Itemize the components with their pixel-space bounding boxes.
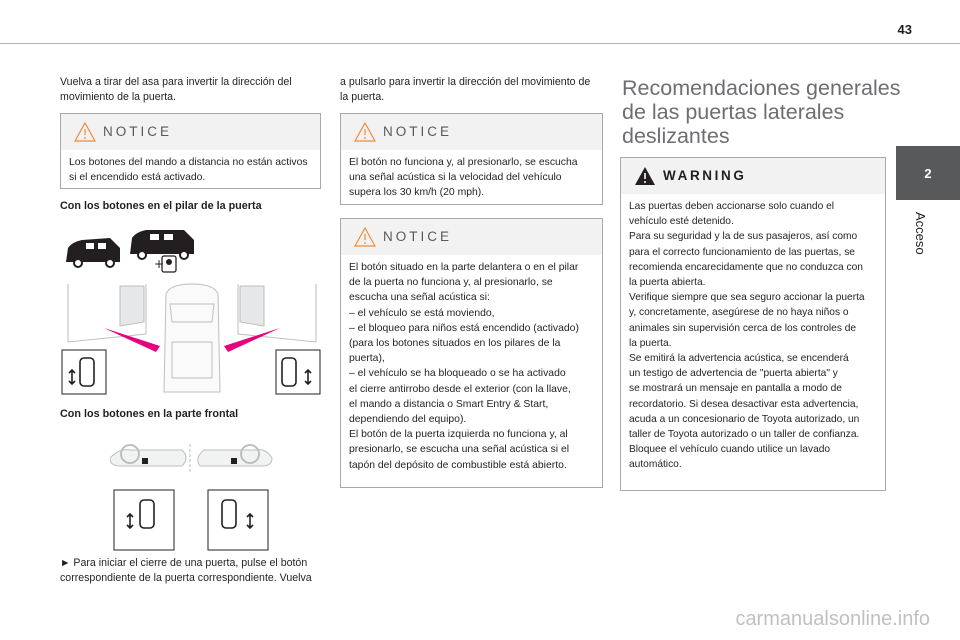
caution-triangle-icon xyxy=(354,227,376,247)
text-line: si el encendido está activado. xyxy=(69,172,206,184)
text-line: de la puerta no funciona y, al presionarlo, se xyxy=(349,277,553,289)
notice-header xyxy=(341,219,602,255)
text-line: la puerta. xyxy=(340,91,385,104)
text-line: el cierre antirrobo desde el exterior (con la llave, xyxy=(349,383,571,395)
text-line: – el bloqueo para niños está encendido (activado) xyxy=(349,322,579,334)
van-topview-doors-icon xyxy=(60,282,322,400)
text-line: Para su seguridad y la de sus pasajeros, así como xyxy=(629,231,858,243)
notice-title: NOTICE xyxy=(383,229,453,244)
text-line: Bloquee el vehículo cuando utilice un lavado xyxy=(629,444,831,456)
text-line: acuda a un concesionario de Toyota autorizado, un xyxy=(629,413,860,425)
text-line: automático. xyxy=(629,459,682,471)
text-line: presionarlo, se escucha una señal acústica si el xyxy=(349,444,570,456)
notice-header xyxy=(61,114,320,150)
text-line: se mostrará un mensaje en pantalla a modo de xyxy=(629,383,842,395)
title-line: de las puertas laterales xyxy=(622,100,845,124)
text-line: animales sin supervisión cerca de los controles de xyxy=(629,322,857,334)
text-line: para el correcto funcionamiento de las puertas, se xyxy=(629,246,855,258)
text-line: ► Para iniciar el cierre de una puerta, pulse el botón xyxy=(60,557,308,569)
text-line: (para los botones situados en los pilares de la xyxy=(349,338,561,350)
title-line: deslizantes xyxy=(622,124,730,148)
text-line: dependiendo del equipo). xyxy=(349,414,467,426)
notice-title: NOTICE xyxy=(383,124,453,139)
text-line: puerta), xyxy=(349,353,385,365)
text-line: correspondiente de la puerta correspondiente. Vuelva xyxy=(60,572,312,585)
notice-body xyxy=(341,255,602,481)
chapter-label: Acceso xyxy=(913,212,928,255)
section-title xyxy=(622,76,901,148)
text-line: supera los 30 km/h (20 mph). xyxy=(349,187,485,199)
caution-triangle-icon xyxy=(354,122,376,142)
text-line: recordatorio. Si desea desactivar esta advertencia, xyxy=(629,398,859,410)
text-line: El botón de la puerta izquierda no funciona y, al xyxy=(349,429,568,441)
text-line: tapón del depósito de combustible está abierto. xyxy=(349,459,567,471)
vans-illustration xyxy=(62,226,202,276)
text-line: Verifique siempre que sea seguro accionar la puerta xyxy=(629,292,865,304)
text-line: y, concretamente, asegúrese de no haya niños o xyxy=(629,307,849,319)
warning-box xyxy=(620,157,886,491)
warning-body xyxy=(621,194,885,481)
text-line: a pulsarlo para invertir la dirección del movimiento de xyxy=(340,76,591,88)
dashboard-buttons-icon xyxy=(110,438,276,554)
notice-box-remote xyxy=(60,113,321,189)
text-line: – el vehículo se está moviendo, xyxy=(349,307,495,319)
text-line: un testigo de advertencia de "puerta abierta" y xyxy=(629,368,838,380)
text-line: – el vehículo se ha bloqueado o se ha activado xyxy=(349,368,566,380)
col1-bottom-text xyxy=(60,556,322,587)
text-line: El botón no funciona y, al presionarlo, se escucha xyxy=(349,157,578,168)
notice-box-speed xyxy=(340,113,603,205)
text-line: escucha una señal acústica si: xyxy=(349,292,490,304)
text-line: la puerta. xyxy=(629,337,672,349)
text-line: recomienda encarecidamente que no conduzca con xyxy=(629,261,863,273)
page-number: 43 xyxy=(897,22,912,37)
title-line: Recomendaciones generales xyxy=(622,76,901,100)
text-line: vehículo esté detenido. xyxy=(629,216,734,228)
text-line: taller de Toyota autorizado o un taller de confianza. xyxy=(629,429,860,441)
notice-body xyxy=(61,150,320,193)
heading-front-buttons: Con los botones en la parte frontal xyxy=(60,408,239,420)
van-silhouettes-icon xyxy=(62,226,202,276)
col1-intro xyxy=(60,75,320,106)
text-line: movimiento de la puerta. xyxy=(60,91,177,104)
text-line: El botón situado en la parte delantera o en el pilar xyxy=(349,262,579,273)
notice-body xyxy=(341,150,602,209)
text-line: una señal acústica si la velocidad del vehículo xyxy=(349,172,562,184)
chapter-tab[interactable]: 2 xyxy=(896,146,960,200)
text-line: el mando a distancia o Smart Entry & Start, xyxy=(349,398,549,410)
col2-intro xyxy=(340,75,602,106)
text-line: la puerta abierta. xyxy=(629,277,706,289)
caution-triangle-icon xyxy=(74,122,96,142)
text-line: Las puertas deben accionarse solo cuando el xyxy=(629,201,835,212)
front-buttons-illustration xyxy=(110,438,276,554)
text-line: Se emitirá la advertencia acústica, se encenderá xyxy=(629,353,849,365)
watermark[interactable]: carmanualsonline.info xyxy=(735,608,930,630)
notice-box-buttons xyxy=(340,218,603,488)
notice-header xyxy=(341,114,602,150)
notice-title: NOTICE xyxy=(103,124,173,139)
text-line: Los botones del mando a distancia no están activos xyxy=(69,157,308,168)
warning-header xyxy=(621,158,885,194)
top-divider xyxy=(0,43,960,44)
pillar-buttons-illustration xyxy=(60,282,322,400)
svg-text:+: + xyxy=(154,257,165,271)
warning-title: WARNING xyxy=(663,168,747,183)
warning-triangle-icon xyxy=(634,166,656,186)
text-line: Vuelva a tirar del asa para invertir la dirección del xyxy=(60,76,292,88)
heading-pillar-buttons: Con los botones en el pilar de la puerta xyxy=(60,200,262,212)
